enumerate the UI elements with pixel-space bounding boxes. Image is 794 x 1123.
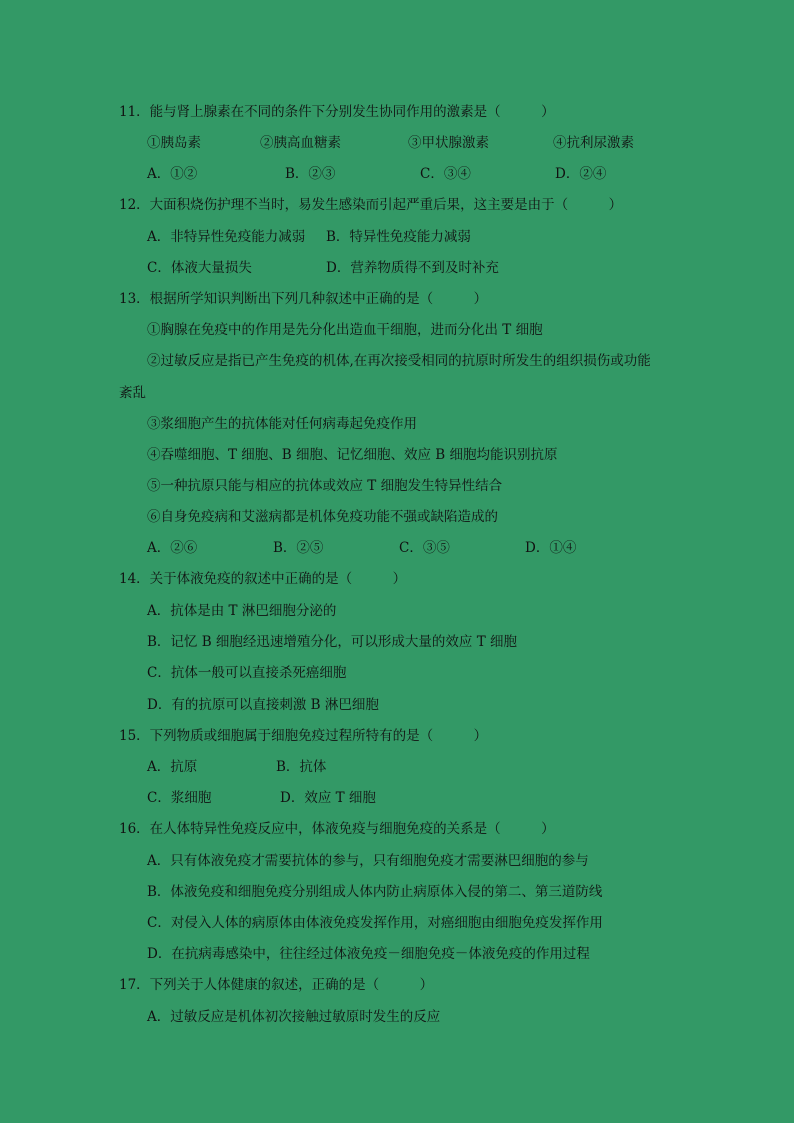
q16-option-b: B．体液免疫和细胞免疫分别组成人体内防止病原体入侵的第二、第三道防线 (147, 884, 603, 900)
q17-option-a: A．过敏反应是机体初次接触过敏原时发生的反应 (147, 1009, 441, 1025)
question-12-stem: 12．大面积烧伤护理不当时，易发生感染而引起严重后果，这主要是由于（ ） (119, 197, 623, 213)
q11-item-1: ①胰岛素 (147, 135, 201, 151)
question-13-stem: 13．根据所学知识判断出下列几种叙述中正确的是（ ） (119, 291, 488, 307)
q12-option-c: C．体液大量损失 (147, 260, 252, 276)
q13-statement-2-continued: 紊乱 (119, 385, 146, 401)
q16-option-a: A．只有体液免疫才需要抗体的参与，只有细胞免疫才需要淋巴细胞的参与 (147, 853, 589, 869)
q13-statement-2: ②过敏反应是指已产生免疫的机体,在再次接受相同的抗原时所发生的组织损伤或功能 (147, 353, 651, 369)
question-16-stem: 16．在人体特异性免疫反应中，体液免疫与细胞免疫的关系是（ ） (119, 821, 555, 837)
question-15-stem: 15．下列物质或细胞属于细胞免疫过程所特有的是（ ） (119, 728, 488, 744)
q11-option-c: C．③④ (420, 166, 471, 182)
q12-option-d: D．营养物质得不到及时补充 (326, 260, 499, 276)
q15-option-b: B．抗体 (276, 759, 327, 775)
q13-statement-5: ⑤一种抗原只能与相应的抗体或效应 T 细胞发生特异性结合 (147, 478, 503, 494)
q15-option-a: A．抗原 (147, 759, 198, 775)
q14-option-c: C．抗体一般可以直接杀死癌细胞 (147, 665, 347, 681)
q11-option-a: A．①② (147, 166, 198, 182)
q11-item-3: ③甲状腺激素 (408, 135, 489, 151)
q12-option-b: B．特异性免疫能力减弱 (326, 229, 471, 245)
q11-item-4: ④抗利尿激素 (553, 135, 634, 151)
q15-option-d: D．效应 T 细胞 (280, 790, 376, 806)
q11-option-b: B．②③ (285, 166, 336, 182)
q14-option-d: D．有的抗原可以直接刺激 B 淋巴细胞 (147, 697, 379, 713)
q14-option-b: B．记忆 B 细胞经迅速增殖分化，可以形成大量的效应 T 细胞 (147, 634, 518, 650)
q13-option-b: B．②⑤ (273, 540, 324, 556)
q13-option-c: C．③⑤ (399, 540, 450, 556)
q12-option-a: A．非特异性免疫能力减弱 (147, 229, 306, 245)
q11-option-d: D．②④ (555, 166, 607, 182)
q15-option-c: C．浆细胞 (147, 790, 212, 806)
question-14-stem: 14．关于体液免疫的叙述中正确的是（ ） (119, 571, 407, 587)
q13-statement-6: ⑥自身免疫病和艾滋病都是机体免疫功能不强或缺陷造成的 (147, 509, 498, 525)
q16-option-c: C．对侵入人体的病原体由体液免疫发挥作用，对癌细胞由细胞免疫发挥作用 (147, 915, 603, 931)
q13-option-a: A．②⑥ (147, 540, 198, 556)
q11-item-2: ②胰高血糖素 (260, 135, 341, 151)
q13-statement-1: ①胸腺在免疫中的作用是先分化出造血干细胞，进而分化出 T 细胞 (147, 322, 543, 338)
q13-statement-4: ④吞噬细胞、T 细胞、B 细胞、记忆细胞、效应 B 细胞均能识别抗原 (147, 447, 558, 463)
q13-option-d: D．①④ (525, 540, 577, 556)
q16-option-d: D．在抗病毒感染中，往往经过体液免疫－细胞免疫－体液免疫的作用过程 (147, 946, 590, 962)
question-11-stem: 11．能与肾上腺素在不同的条件下分别发生协同作用的激素是（ ） (119, 104, 555, 120)
q14-option-a: A．抗体是由 T 淋巴细胞分泌的 (147, 603, 337, 619)
q13-statement-3: ③浆细胞产生的抗体能对任何病毒起免疫作用 (147, 416, 417, 432)
question-17-stem: 17．下列关于人体健康的叙述，正确的是（ ） (119, 977, 434, 993)
